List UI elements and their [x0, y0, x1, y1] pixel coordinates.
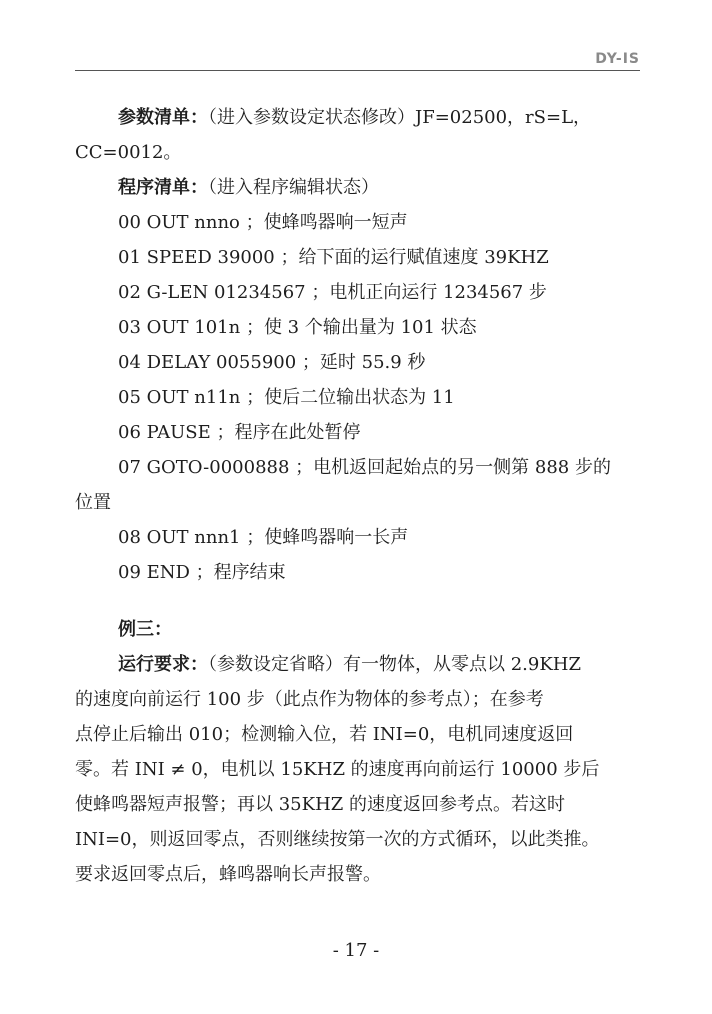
params-cont: CC=0012。	[75, 142, 182, 163]
program-line-00: 00 OUT nnno ；使蜂鸣器响一短声	[118, 212, 408, 233]
page-number: - 17 -	[332, 940, 380, 961]
program-line	[75, 170, 640, 205]
program-line-08: 08 OUT nnn1 ；使蜂鸣器响一长声	[118, 527, 409, 548]
document-body	[75, 100, 640, 892]
req-line-7: 要求返回零点后，蜂鸣器响长声报警。	[75, 864, 381, 885]
program-line-07-cont: 位置	[75, 492, 111, 513]
params-text: （进入参数设定状态修改）JF=02500，rS=L，	[208, 107, 592, 128]
req-line-1	[75, 647, 640, 682]
program-line-07: 07 GOTO-0000888 ；电机返回起始点的另一侧第 888 步的	[118, 457, 611, 478]
program-line-03: 03 OUT 101n ；使 3 个输出量为 101 状态	[118, 317, 477, 338]
example3-title: 例三：	[118, 619, 172, 640]
program-line-01: 01 SPEED 39000 ；给下面的运行赋值速度 39KHZ	[118, 247, 549, 268]
req-line-5: 使蜂鸣器短声报警；再以 35KHZ 的速度返回参考点。若这时	[75, 794, 565, 815]
req-line-6: INI=0，则返回零点，否则继续按第一次的方式循环，以此类推。	[75, 829, 600, 850]
program-line-06: 06 PAUSE ；程序在此处暂停	[118, 422, 361, 443]
program-line-09: 09 END ；程序结束	[118, 562, 286, 583]
req-line-3: 点停止后输出 010；检测输入位，若 INI=0，电机同速度返回	[75, 724, 574, 745]
params-label: 参数清单：	[118, 107, 208, 128]
header-rule	[75, 70, 640, 71]
program-line-04: 04 DELAY 0055900 ；延时 55.9 秒	[118, 352, 426, 373]
params-line	[75, 100, 640, 135]
req-text-1: （参数设定省略）有一物体，从零点以 2.9KHZ	[208, 654, 581, 675]
req-label: 运行要求：	[118, 654, 208, 675]
program-label: 程序清单：	[118, 177, 208, 198]
header-code: DY-IS	[595, 51, 640, 67]
program-line-05: 05 OUT n11n ；使后二位输出状态为 11	[118, 387, 455, 408]
program-line-02: 02 G-LEN 01234567 ；电机正向运行 1234567 步	[118, 282, 547, 303]
req-line-2: 的速度向前运行 100 步（此点作为物体的参考点）；在参考	[75, 689, 544, 710]
req-line-4: 零。若 INI ≠ 0，电机以 15KHZ 的速度再向前运行 10000 步后	[75, 759, 600, 780]
program-text: （进入程序编辑状态）	[208, 177, 379, 198]
